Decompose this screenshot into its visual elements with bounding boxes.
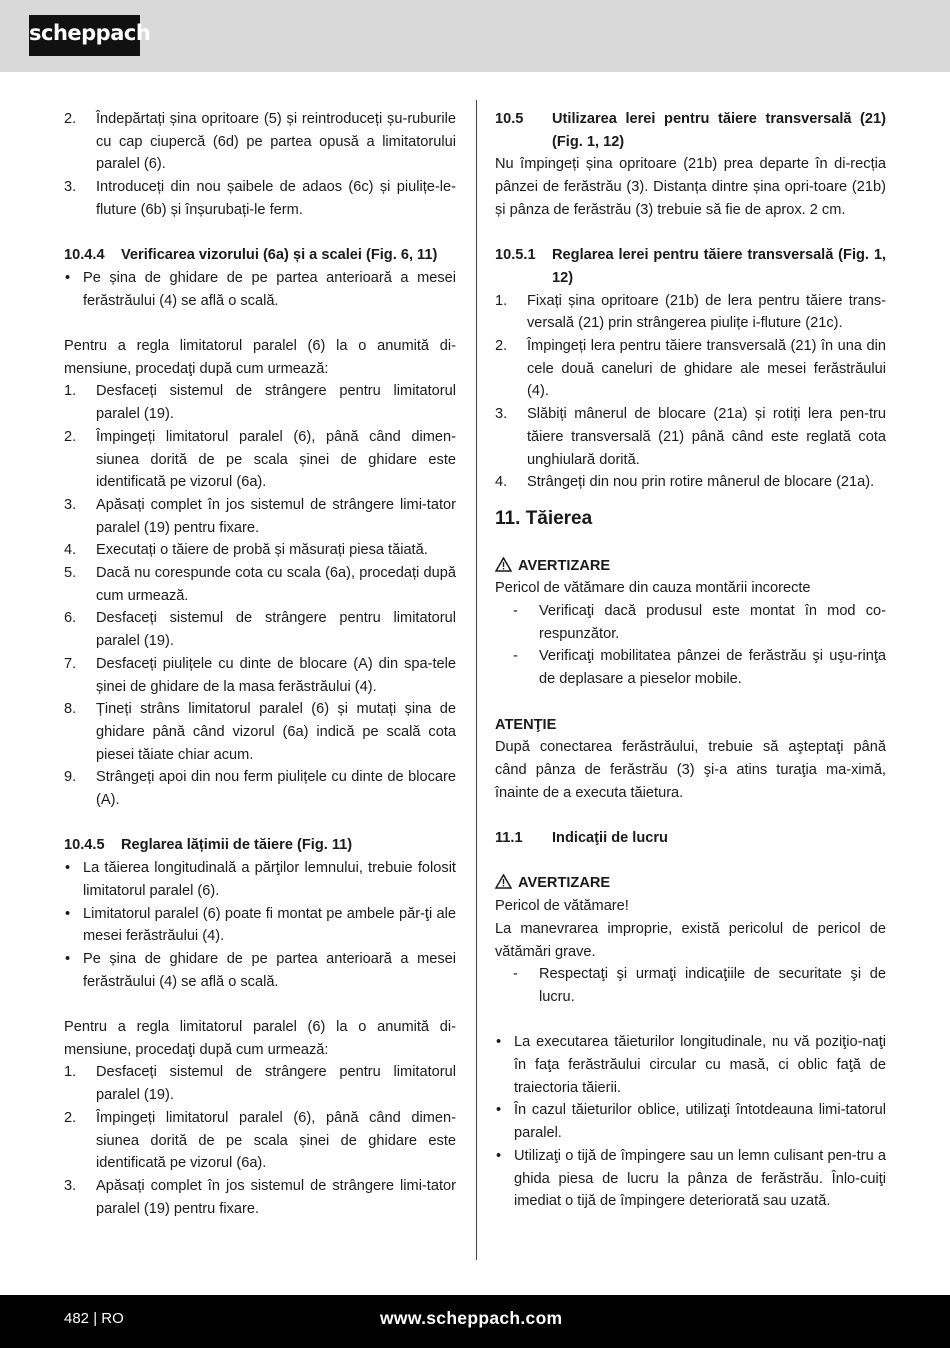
item-text: Desfaceți sistemul de strângere pentru limitatorul paralel (19). bbox=[96, 1064, 456, 1104]
item-text: La executarea tăieturilor longitudinale, nu vă poziţio-naţi în faţa ferăstrăului circular cu masă, ci oblic faţă de traiectoria tăierii. bbox=[514, 1034, 886, 1096]
item-number: 2. bbox=[64, 1109, 77, 1126]
list-item bbox=[64, 176, 456, 221]
bullet-list bbox=[495, 1031, 886, 1213]
list-item bbox=[64, 1107, 456, 1175]
item-text: În cazul tăieturilor oblice, utilizaţi întotdeauna limi-tatorul paralel. bbox=[514, 1102, 886, 1142]
dash-icon: - bbox=[513, 648, 518, 665]
list-item bbox=[64, 766, 456, 811]
steps-list bbox=[495, 290, 886, 494]
item-number: 7. bbox=[64, 655, 77, 672]
item-number: 2. bbox=[64, 428, 77, 445]
bullet-list bbox=[64, 857, 456, 993]
bullet-icon: • bbox=[65, 860, 71, 877]
item-text: Strângeți din nou prin rotire mânerul de blocare (21a). bbox=[527, 474, 875, 491]
page-number: 482 | RO bbox=[64, 1310, 124, 1327]
bullet-icon: • bbox=[496, 1102, 502, 1119]
list-item bbox=[64, 607, 456, 652]
right-column bbox=[495, 108, 886, 1213]
list-item bbox=[64, 653, 456, 698]
bullet-list bbox=[64, 267, 456, 312]
warning-triangle-icon bbox=[495, 874, 512, 889]
item-number: 6. bbox=[64, 610, 77, 627]
page-footer bbox=[0, 1295, 950, 1348]
item-text: Împingeți limitatorul paralel (6), până când dimen-siunea dorită de pe scala șinei de ghidare este identificată pe vizorul (6a). bbox=[96, 428, 456, 491]
item-number: 3. bbox=[495, 406, 508, 423]
list-item bbox=[495, 403, 886, 471]
section-heading-11-1: 11.1 Indicaţii de lucru bbox=[495, 830, 668, 847]
item-number: 3. bbox=[64, 496, 77, 513]
steps-list bbox=[64, 108, 456, 222]
item-number: 2. bbox=[64, 111, 77, 127]
paragraph: Pentru a regla limitatorul paralel (6) la o anumită di-mensiune, procedaţi după cum urmează: bbox=[64, 338, 456, 377]
list-item bbox=[64, 108, 456, 176]
item-text: Dacă nu corespunde cota cu scala (6a), procedați după cum urmează. bbox=[96, 565, 456, 604]
item-text: Împingeți limitatorul paralel (6), până când dimen-siunea dorită de pe scala șinei de ghidare este identificată pe vizorul (6a). bbox=[96, 1109, 456, 1172]
item-text: Executați o tăiere de probă și măsurați piesa tăiată. bbox=[96, 542, 428, 559]
item-number: 5. bbox=[64, 565, 77, 582]
list-item bbox=[64, 1175, 456, 1220]
steps-list bbox=[64, 1061, 456, 1220]
list-item bbox=[495, 600, 886, 645]
list-item bbox=[64, 857, 456, 902]
item-number: 1. bbox=[64, 383, 77, 400]
bullet-icon: • bbox=[496, 1034, 502, 1051]
list-item bbox=[64, 562, 456, 607]
website-link[interactable]: www.scheppach.com bbox=[380, 1308, 563, 1328]
list-item bbox=[64, 903, 456, 948]
item-text: Utilizaţi o tijă de împingere sau un lemn culisant pen-tru a ghida piesa de lucru la pânza de ferăstrău. Înlo-cuiţi imediat o tijă de împingere deteriorată sau uzată. bbox=[514, 1147, 886, 1210]
item-number: 3. bbox=[64, 1177, 77, 1194]
warning-heading: AVERTIZARE bbox=[495, 555, 886, 578]
item-text: Apăsați complet în jos sistemul de strângere limi-tator paralel (19) pentru fixare. bbox=[96, 1177, 456, 1217]
bullet-icon: • bbox=[65, 269, 71, 286]
list-item bbox=[495, 1031, 886, 1099]
list-item bbox=[64, 494, 456, 539]
dash-list bbox=[495, 600, 886, 691]
item-text: Strângeți apoi din nou ferm piulițele cu dinte de blocare (A). bbox=[96, 769, 456, 809]
list-item bbox=[495, 645, 886, 690]
list-item bbox=[495, 335, 886, 403]
item-text: Desfaceți sistemul de strângere pentru limitatorul paralel (19). bbox=[96, 383, 456, 423]
item-number: 8. bbox=[64, 701, 77, 718]
item-number: 2. bbox=[495, 338, 508, 355]
item-text: Împingeți lera pentru tăiere transversală (21) în una din cele două caneluri de ghidare ale mesei ferăstrăului (4). bbox=[527, 338, 886, 400]
item-text: Respectaţi şi urmaţi indicaţiile de securitate şi de lucru. bbox=[539, 966, 886, 1005]
paragraph: Pentru a regla limitatorul paralel (6) la o anumită di-mensiune, procedaţi după cum urmează: bbox=[64, 1019, 456, 1058]
item-text: Apăsați complet în jos sistemul de strângere limi-tator paralel (19) pentru fixare. bbox=[96, 496, 456, 536]
warning-text: Pericol de vătămare din cauza montării incorecte bbox=[495, 580, 811, 597]
bullet-icon: • bbox=[65, 905, 71, 922]
chapter-heading-11: 11. Tăierea bbox=[495, 507, 593, 529]
section-heading-10-4-5: 10.4.5 Reglarea lățimii de tăiere (Fig. 11) bbox=[64, 837, 353, 854]
item-text: La tăierea longitudinală a părţilor lemnului, trebuie folosit limitatorul paralel (6). bbox=[83, 860, 456, 899]
dash-icon: - bbox=[513, 966, 518, 983]
scheppach-logo: scheppach bbox=[29, 15, 140, 56]
list-item bbox=[64, 426, 456, 494]
warning-heading: AVERTIZARE bbox=[495, 872, 886, 895]
item-text: Pe șina de ghidare de pe partea anterioară a mesei ferăstrăului (4) se află o scală. bbox=[83, 269, 456, 309]
list-item bbox=[64, 380, 456, 425]
list-item bbox=[495, 290, 886, 335]
item-text: Fixați șina opritoare (21b) de lera pentru tăiere trans-versală (21) prin strângerea piulițe i-fluture (21c). bbox=[527, 292, 886, 332]
section-heading-10-5: 10.5 Utilizarea lerei pentru tăiere transversală (21) (Fig. 1, 12) bbox=[495, 111, 886, 150]
dash-list bbox=[495, 963, 886, 1008]
dash-icon: - bbox=[513, 603, 518, 620]
item-number: 9. bbox=[64, 769, 77, 786]
list-item bbox=[495, 963, 886, 1008]
bullet-icon: • bbox=[496, 1147, 502, 1164]
list-item bbox=[64, 1061, 456, 1106]
item-text: Limitatorul paralel (6) poate fi montat pe ambele păr-ţi ale mesei ferăstrăului (4). bbox=[83, 905, 456, 945]
left-column bbox=[64, 108, 456, 1220]
list-item bbox=[495, 1099, 886, 1144]
column-divider bbox=[476, 100, 477, 1260]
list-item bbox=[64, 698, 456, 766]
item-number: 1. bbox=[495, 292, 508, 309]
item-text: Îndepărtați șina opritoare (5) și reintroduceți șu-ruburile cu cap ciupercă (6d) pe partea opusă a limitatorului paralel (6). bbox=[96, 111, 456, 173]
warning-triangle-icon bbox=[495, 557, 512, 572]
item-text: Pe șina de ghidare de pe partea anterioară a mesei ferăstrăului (4) se află o scală. bbox=[83, 950, 456, 990]
item-number: 4. bbox=[495, 474, 508, 491]
page-header bbox=[0, 0, 950, 72]
list-item bbox=[495, 471, 886, 494]
item-text: Verificaţi dacă produsul este montat în mod co-respunzător. bbox=[539, 603, 886, 642]
warning-text: Pericol de vătămare! bbox=[495, 898, 629, 915]
item-number: 4. bbox=[64, 542, 77, 559]
attention-heading: ATENŢIE bbox=[495, 716, 557, 733]
item-number: 1. bbox=[64, 1064, 77, 1081]
bullet-icon: • bbox=[65, 950, 71, 967]
item-text: Slăbiți mânerul de blocare (21a) și rotiți lera pen-tru tăiere transversală (21) până când este reglată cota unghiulară dorită. bbox=[527, 406, 886, 468]
list-item bbox=[64, 948, 456, 993]
steps-list bbox=[64, 380, 456, 811]
list-item bbox=[64, 539, 456, 562]
item-number: 3. bbox=[64, 179, 77, 196]
warning-text: La manevrarea improprie, există pericolul de pericol de vătămări grave. bbox=[495, 920, 886, 960]
section-heading-10-5-1: 10.5.1 Reglarea lerei pentru tăiere transversală (Fig. 1, 12) bbox=[495, 247, 886, 286]
list-item bbox=[64, 267, 456, 312]
list-item bbox=[495, 1145, 886, 1213]
item-text: Desfaceți sistemul de strângere pentru limitatorul paralel (19). bbox=[96, 610, 456, 650]
attention-text: După conectarea ferăstrăului, trebuie să aşteptaţi până când pânza de ferăstrău (3) şi-a atins turaţia ma-ximă, înainte de a executa tăietura. bbox=[495, 739, 886, 801]
item-text: Verificaţi mobilitatea pânzei de ferăstrău şi uşu-rinţa de deplasare a pieselor mobile. bbox=[539, 648, 886, 688]
item-text: Țineți strâns limitatorul paralel (6) și mutați șina de ghidare până când vizorul (6a) indică pe scală cota piesei tăiate chiar acum. bbox=[96, 701, 456, 763]
section-heading-10-4-4: 10.4.4 Verificarea vizorului (6a) și a scalei (Fig. 6, 11) bbox=[64, 247, 438, 264]
item-text: Introduceți din nou șaibele de adaos (6c) și piulițe-le-fluture (6b) și înșurubați-le ferm. bbox=[96, 179, 456, 218]
paragraph: Nu împingeți șina opritoare (21b) prea departe în di-recția pânzei de ferăstrău (3). Distanța dintre șina opri-toare (21b) și pânza de ferăstrău (3) trebuie să fie de aprox. 2 cm. bbox=[495, 156, 886, 218]
item-text: Desfaceți piulițele cu dinte de blocare (A) din spa-tele șinei de ghidare de la masa ferăstrăului (4). bbox=[96, 655, 456, 695]
